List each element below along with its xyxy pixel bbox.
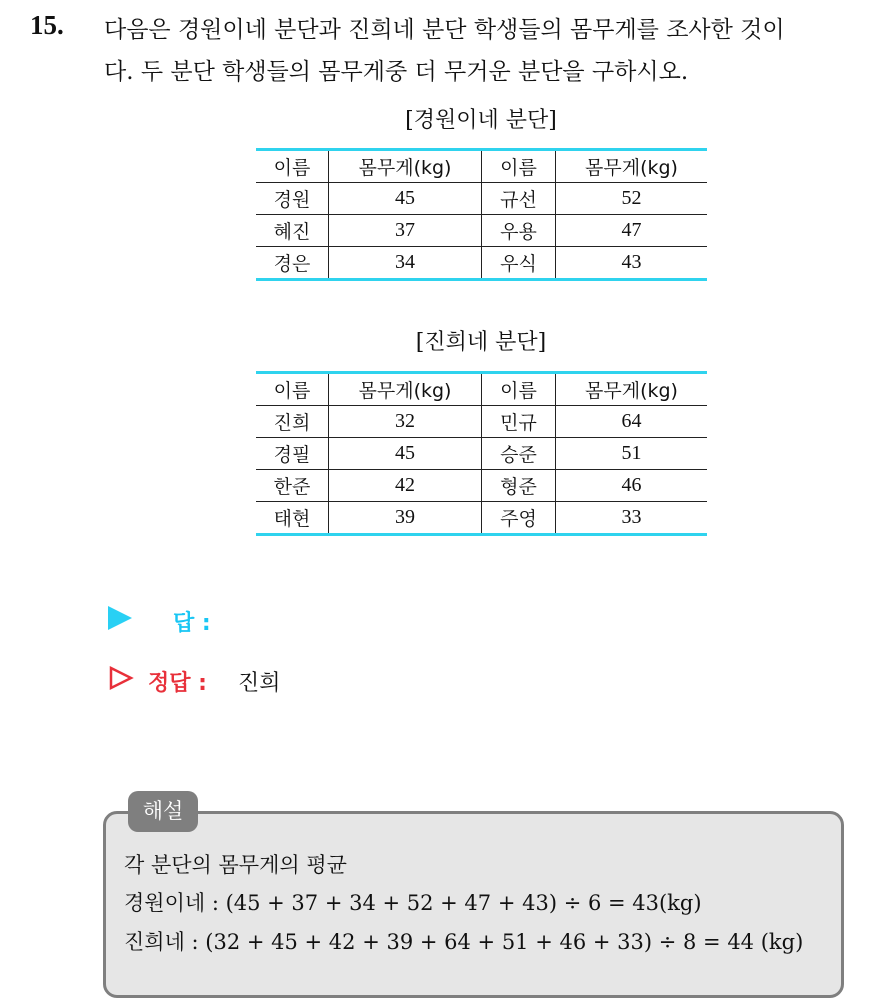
name-cell: 승준 [482,438,556,470]
name-cell: 혜진 [256,215,329,247]
header-cell: 몸무게(kg) [556,373,708,406]
name-cell: 경원 [256,183,329,215]
weight-cell: 51 [556,438,708,470]
weight-cell: 52 [556,183,708,215]
weight-cell: 46 [556,470,708,502]
header-cell: 몸무게(kg) [329,373,482,406]
solution-line: 각 분단의 몸무게의 평균 [124,853,347,877]
table-header-row [256,150,707,183]
header-cell: 몸무게(kg) [556,150,708,183]
question-text-line1: 다음은 경원이네 분단과 진희네 분단 학생들의 몸무게를 조사한 것이 [104,17,785,43]
table-header-row [256,373,707,406]
name-cell: 경필 [256,438,329,470]
table-row [256,470,707,502]
header-cell: 이름 [256,150,329,183]
header-cell: 이름 [482,150,556,183]
weight-cell: 47 [556,215,708,247]
name-cell: 주영 [482,502,556,535]
name-cell: 우용 [482,215,556,247]
weight-cell: 39 [329,502,482,535]
table-row [256,247,707,280]
correct-answer-arrow-icon [108,665,134,691]
correct-answer-label: 정답 : [148,671,207,696]
answer-blank-row [108,605,211,636]
header-cell: 이름 [256,373,329,406]
table-row [256,438,707,470]
weight-cell: 32 [329,406,482,438]
weight-cell: 64 [556,406,708,438]
name-cell: 규선 [482,183,556,215]
answer-label: 답 : [173,611,211,636]
header-cell: 몸무게(kg) [329,150,482,183]
header-cell: 이름 [482,373,556,406]
weight-cell: 43 [556,247,708,280]
question-number: 15. [30,10,64,40]
weight-table-gyeongwon [256,148,707,281]
weight-cell: 33 [556,502,708,535]
name-cell: 우식 [482,247,556,280]
weight-table-jinhee [256,371,707,536]
table-row [256,406,707,438]
answer-arrow-icon [108,606,132,630]
question-text-line2: 다. 두 분단 학생들의 몸무게중 더 무거운 분단을 구하시오. [104,59,689,85]
solution-line: 진희네 : (32 + 45 + 42 + 39 + 64 + 51 + 46 + 33) ÷ 8 = 44 (kg) [124,930,804,954]
solution-tab-label: 해설 [128,791,198,832]
table-caption-jinhee: [진희네 분단] [415,330,547,355]
name-cell: 경은 [256,247,329,280]
name-cell: 태현 [256,502,329,535]
weight-cell: 34 [329,247,482,280]
solution-line: 경원이네 : (45 + 37 + 34 + 52 + 47 + 43) ÷ 6 = 43(kg) [124,891,702,915]
table-row [256,183,707,215]
name-cell: 민규 [482,406,556,438]
weight-cell: 45 [329,183,482,215]
weight-cell: 37 [329,215,482,247]
table-caption-gyeongwon: [경원이네 분단] [405,108,557,133]
table-row [256,502,707,535]
correct-answer-row [108,665,281,696]
weight-cell: 42 [329,470,482,502]
correct-answer-value: 진희 [238,671,281,696]
table-row [256,215,707,247]
name-cell: 형준 [482,470,556,502]
name-cell: 진희 [256,406,329,438]
weight-cell: 45 [329,438,482,470]
name-cell: 한준 [256,470,329,502]
